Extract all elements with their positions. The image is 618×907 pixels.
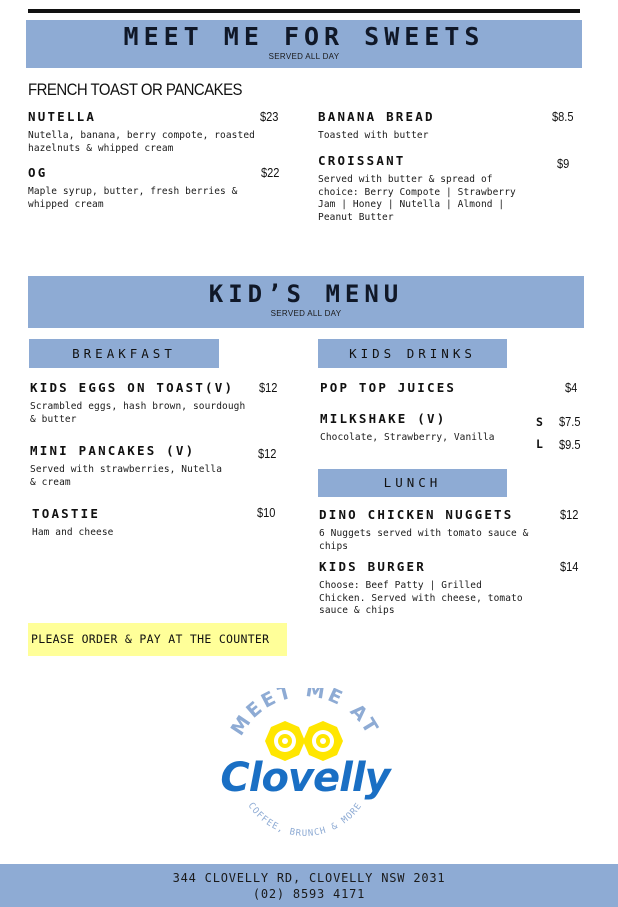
menu-item-toastie xyxy=(32,506,232,540)
item-name: CROISSANT xyxy=(318,153,406,168)
logo-graphic xyxy=(205,688,405,858)
item-name: NUTELLA xyxy=(28,109,97,124)
item-price: $9 xyxy=(557,156,570,171)
item-price: $8.5 xyxy=(552,109,574,124)
menu-item-og xyxy=(28,165,258,211)
sweets-title: MEET ME FOR SWEETS xyxy=(123,22,485,51)
item-description: Chocolate, Strawberry, Vanilla xyxy=(320,432,495,443)
item-name: KIDS BURGER xyxy=(319,559,426,574)
item-price-large: $9.5 xyxy=(559,437,581,452)
size-label-large: L xyxy=(536,437,543,451)
menu-item-milkshake xyxy=(320,411,530,445)
item-description: Served with butter & spread of choice: Berry Compote | Strawberry Jam | Honey | Nutella | Almond | Peanut Butter xyxy=(318,174,516,223)
order-notice: PLEASE ORDER & PAY AT THE COUNTER xyxy=(28,623,287,656)
top-rule xyxy=(28,9,580,13)
clovelly-logo xyxy=(205,688,405,858)
logo-bottom-arc-text: COFFEE, BRUNCH & MORE xyxy=(245,801,365,839)
logo-brand-text: Clovelly xyxy=(220,755,390,801)
kids-menu-banner xyxy=(28,276,584,328)
breakfast-heading: BREAKFAST xyxy=(29,339,219,368)
item-price-small: $7.5 xyxy=(559,414,581,429)
sweets-category-heading: FRENCH TOAST OR PANCAKES xyxy=(28,80,243,99)
item-description: Served with strawberries, Nutella & cream xyxy=(30,464,223,488)
menu-item-banana-bread xyxy=(318,109,538,143)
item-description: 6 Nuggets served with tomato sauce & chips xyxy=(319,528,529,552)
size-label-small: S xyxy=(536,415,543,429)
item-price: $12 xyxy=(259,380,278,395)
menu-item-nutella xyxy=(28,109,258,155)
item-name: OG xyxy=(28,165,48,180)
item-price: $22 xyxy=(261,165,280,180)
menu-item-croissant xyxy=(318,153,533,224)
menu-item-kids-burger xyxy=(319,559,524,618)
item-description: Toasted with butter xyxy=(318,130,429,141)
sweets-subtitle: SERVED ALL DAY xyxy=(268,52,340,61)
item-price: $4 xyxy=(565,380,578,395)
kids-menu-title: KID’S MENU xyxy=(208,280,404,308)
item-description: Ham and cheese xyxy=(32,527,114,538)
menu-item-mini-pancakes xyxy=(30,443,230,489)
item-description: Nutella, banana, berry compote, roasted hazelnuts & whipped cream xyxy=(28,130,255,154)
item-price: $10 xyxy=(257,505,276,520)
item-description: Choose: Beef Patty | Grilled Chicken. Served with cheese, tomato sauce & chips xyxy=(319,580,523,616)
item-name: BANANA BREAD xyxy=(318,109,435,124)
footer-contact xyxy=(0,864,618,907)
lunch-heading: LUNCH xyxy=(318,469,507,497)
item-price: $12 xyxy=(258,446,277,461)
item-price: $12 xyxy=(560,507,579,522)
item-name: MINI PANCAKES (V) xyxy=(30,443,196,458)
menu-item-pop-top-juices xyxy=(320,380,540,395)
item-description: Maple syrup, butter, fresh berries & whipped cream xyxy=(28,186,238,210)
item-name: TOASTIE xyxy=(32,506,101,521)
item-name: KIDS EGGS ON TOAST(V) xyxy=(30,380,235,395)
footer-address: 344 CLOVELLY RD, CLOVELLY NSW 2031 xyxy=(172,871,446,885)
menu-item-dino-nuggets xyxy=(319,507,534,553)
footer-phone: (02) 8593 4171 xyxy=(252,887,366,901)
kids-menu-subtitle: SERVED ALL DAY xyxy=(270,309,342,318)
kids-drinks-heading: KIDS DRINKS xyxy=(318,339,507,368)
item-price: $23 xyxy=(260,109,279,124)
item-name: POP TOP JUICES xyxy=(320,380,457,395)
sweets-banner xyxy=(26,20,582,68)
item-name: DINO CHICKEN NUGGETS xyxy=(319,507,514,522)
item-name: MILKSHAKE (V) xyxy=(320,411,447,426)
item-price: $14 xyxy=(560,559,579,574)
menu-item-kids-eggs xyxy=(30,380,250,426)
logo-top-arc-text: MEET ME AT xyxy=(226,688,384,740)
item-description: Scrambled eggs, hash brown, sourdough & butter xyxy=(30,401,246,425)
